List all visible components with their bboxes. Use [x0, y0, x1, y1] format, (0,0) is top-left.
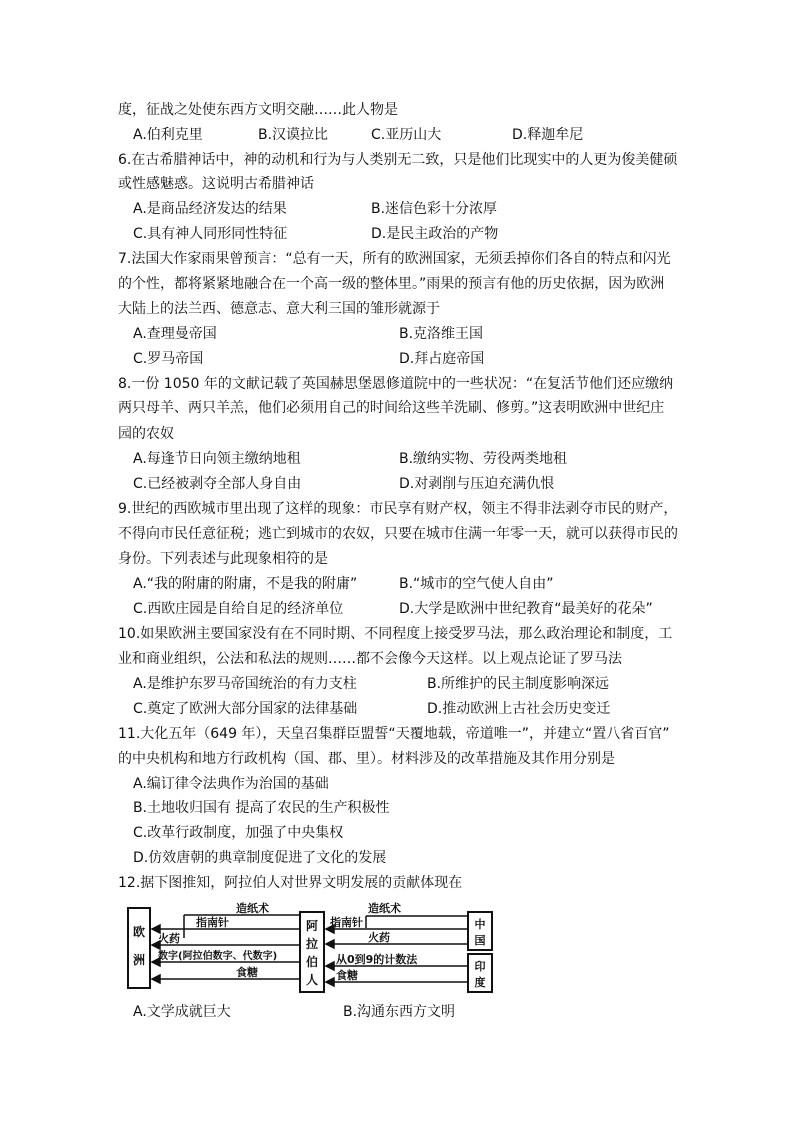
right-sugar-label: 食糖 [336, 969, 358, 982]
india-label-2: 度 [474, 976, 486, 989]
q7-stem-line-1: 7.法国大作家雨果曾预言：“总有一天，所有的欧洲国家，无须丢掉你们各自的特点和闪光 [118, 251, 671, 267]
q9-stem-line-1: 9.世纪的西欧城市里出现了这样的现象：市民享有财产权，领主不得非法剥夺市民的财产， [118, 501, 678, 517]
india-label-1: 印 [474, 960, 486, 973]
q8-option-d[interactable]: D.对剥削与压迫充满仇恨 [399, 476, 555, 492]
right-gunpowder-label: 火药 [368, 931, 390, 944]
right-compass-label: 指南针 [330, 916, 363, 929]
q8-stem-line-2: 两只母羊、两只羊羔，他们必须用自己的时间给这些羊洗刷、修剪。”这表明欧洲中世纪庄 [118, 400, 665, 416]
arrowhead-right-sugar [326, 978, 334, 986]
q5-option-a[interactable]: A.伯利克里 [133, 127, 203, 143]
q9-stem-line-3: 身份。下列表述与此现象相符的是 [118, 551, 328, 567]
china-label-1: 中 [474, 918, 486, 931]
q6-option-d[interactable]: D.是民主政治的产物 [371, 226, 499, 242]
q8-option-c[interactable]: C.已经被剥夺全部人身自由 [133, 476, 302, 492]
q9-option-d[interactable]: D.大学是欧洲中世纪教育“最美好的花朵” [399, 601, 653, 617]
q6-option-b[interactable]: B.迷信色彩十分浓厚 [371, 201, 498, 217]
q7-option-d[interactable]: D.拜占庭帝国 [399, 351, 485, 367]
arrowhead-right-gunpowder [326, 940, 334, 948]
q5-option-c[interactable]: C.亚历山大 [371, 127, 442, 143]
arrowhead-left-sugar [152, 975, 160, 983]
q8-stem-line-3: 园的农奴 [118, 426, 174, 442]
q9-stem-line-2: 不得向市民任意征税；逃亡到城市的农奴，只要在城市住满一年零一天，就可以获得市民的 [118, 526, 678, 542]
right-numerals-label: 从0到9的计数法 [336, 953, 418, 966]
arrowhead-right-numerals [326, 962, 334, 970]
trade-diagram [124, 898, 499, 996]
q6-stem-line-1: 6.在古希腊神话中，神的动机和行为与人类别无二致，只是他们比现实中的人更为俊美健硕 [118, 152, 678, 168]
left-gunpowder-label: 火药 [158, 932, 180, 945]
arab-label-3: 伯 [305, 955, 319, 969]
q5-stem-tail: 度，征战之处使东西方文明交融……此人物是 [118, 102, 398, 118]
q11-stem-line-1: 11.大化五年（649 年），天皇召集群臣盟誓“天覆地载，帝道唯一”，并建立“置八省百官” [118, 726, 670, 742]
q9-option-c[interactable]: C.西欧庄园是自给自足的经济单位 [133, 601, 344, 617]
q10-stem-line-2: 业和商业组织，公法和私法的规则……都不会像今天这样。以上观点论证了罗马法 [118, 651, 622, 667]
q7-stem-line-2: 的个性，都将紧紧地融合在一个高一级的整体里。”雨果的预言有他的历史依据，因为欧洲 [118, 276, 665, 292]
arab-label-4: 人 [305, 973, 319, 987]
q10-option-b[interactable]: B.所维护的民主制度影响深远 [427, 676, 610, 692]
europe-box [128, 908, 150, 988]
q12-option-a[interactable]: A.文学成就巨大 [133, 1004, 231, 1020]
q11-option-b[interactable]: B.土地收归国有 提高了农民的生产积极性 [133, 800, 390, 816]
q10-option-a[interactable]: A.是维护东罗马帝国统治的有力支柱 [133, 676, 357, 692]
q10-option-d[interactable]: D.推动欧洲上古社会历史变迁 [427, 701, 611, 717]
left-compass-label: 指南针 [196, 916, 229, 929]
q7-option-a[interactable]: A.查理曼帝国 [133, 326, 217, 342]
q7-stem-line-3: 大陆上的法兰西、德意志、意大利三国的雏形就源于 [118, 301, 440, 317]
china-label-2: 国 [474, 934, 486, 947]
right-paper-label: 造纸术 [368, 902, 401, 915]
europe-label-1: 欧 [132, 925, 146, 939]
arab-label-1: 阿 [305, 919, 319, 933]
q6-stem-line-2: 或性感魅惑。这说明古希腊神话 [118, 176, 314, 192]
q11-option-a[interactable]: A.编订律令法典作为治国的基础 [133, 776, 329, 792]
arab-label-2: 拉 [305, 937, 319, 951]
q9-option-a[interactable]: A.“我的附庸的附庸，不是我的附庸” [133, 576, 358, 592]
q5-option-b[interactable]: B.汉谟拉比 [258, 127, 329, 143]
q7-option-b[interactable]: B.克洛维王国 [399, 326, 484, 342]
left-paper-label: 造纸术 [236, 902, 269, 915]
q6-option-c[interactable]: C.具有神人同形同性特征 [133, 226, 288, 242]
trade-diagram-svg [124, 898, 499, 996]
q6-option-a[interactable]: A.是商品经济发达的结果 [133, 201, 287, 217]
europe-label-2: 洲 [132, 953, 146, 967]
q5-option-d[interactable]: D.释迦牟尼 [512, 127, 584, 143]
q11-option-d[interactable]: D.仿效唐朝的典章制度促进了文化的发展 [133, 850, 387, 866]
q9-option-b[interactable]: B.“城市的空气使人自由” [399, 576, 554, 592]
q11-option-c[interactable]: C.改革行政制度，加强了中央集权 [133, 825, 344, 841]
q8-stem-line-1: 8.一份 1050 年的文献记载了英国赫思堡恩修道院中的一些状况：“在复活节他们还应缴纳 [118, 376, 674, 392]
left-sugar-label: 食糖 [236, 966, 258, 979]
left-numerals-label: 数字(阿拉伯数字、代数字) [158, 951, 278, 962]
q12-option-b[interactable]: B.沟通东西方文明 [343, 1004, 456, 1020]
q10-stem-line-1: 10.如果欧洲主要国家没有在不同时期、不同程度上接受罗马法，那么政治理论和制度，工 [118, 626, 673, 642]
q8-option-a[interactable]: A.每逢节日向领主缴纳地租 [133, 451, 301, 467]
q7-option-c[interactable]: C.罗马帝国 [133, 351, 204, 367]
q10-option-c[interactable]: C.奠定了欧洲大部分国家的法律基础 [133, 701, 358, 717]
q12-stem: 12.据下图推知，阿拉伯人对世界文明发展的贡献体现在 [118, 875, 463, 891]
q11-stem-line-2: 的中央机构和地方行政机构（国、郡、里）。材料涉及的改革措施及其作用分别是 [118, 751, 615, 767]
q8-option-b[interactable]: B.缴纳实物、劳役两类地租 [399, 451, 568, 467]
